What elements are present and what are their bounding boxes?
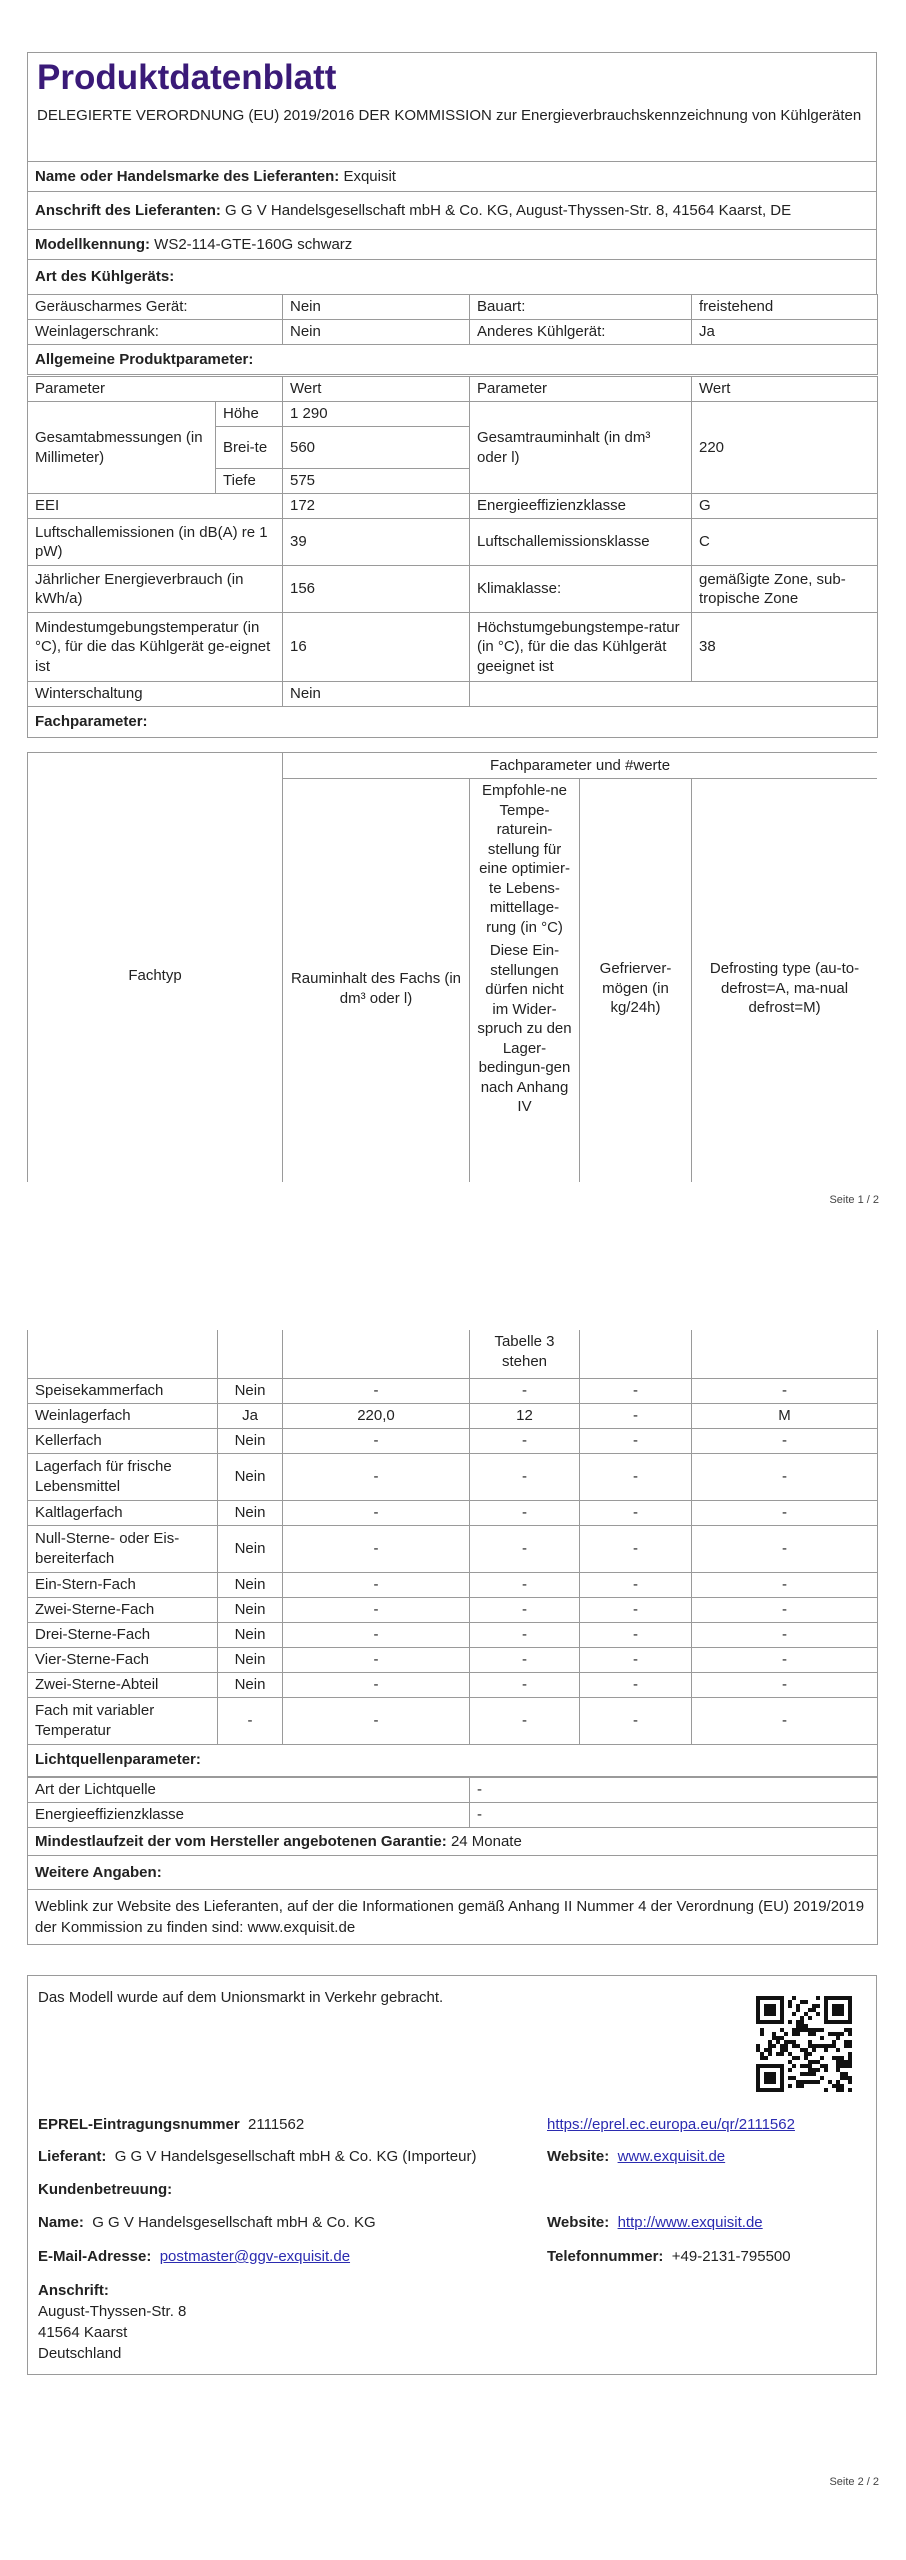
min-temp-label: Mindestumgebungstemperatur (in °C), für die das Kühlgerät ge-eignet ist — [28, 613, 283, 682]
table-row — [28, 1647, 878, 1672]
compartment-name: Zwei-Sterne-Abteil — [28, 1672, 218, 1697]
compartment-volume: - — [283, 1597, 470, 1622]
supplier-address-label: Anschrift des Lieferanten: — [35, 201, 221, 219]
low-noise-value: Nein — [283, 295, 470, 320]
climate-class-value: gemäßigte Zone, sub-tropische Zone — [692, 566, 878, 613]
compartment-temp: - — [470, 1697, 580, 1744]
compartment-temp: - — [470, 1622, 580, 1647]
compartment-name: Zwei-Sterne-Fach — [28, 1597, 218, 1622]
compartment-freeze: - — [580, 1597, 692, 1622]
service-website-label: Website: — [547, 2214, 610, 2231]
compartment-defrost: - — [692, 1500, 878, 1525]
depth-label: Tiefe — [216, 469, 283, 494]
table-row — [28, 1572, 878, 1597]
page-number-1: Seite 1 / 2 — [829, 1194, 879, 1206]
compartment-name: Vier-Sterne-Fach — [28, 1647, 218, 1672]
winter-label: Winterschaltung — [28, 682, 283, 707]
compartment-volume: - — [283, 1500, 470, 1525]
annual-energy-value: 156 — [283, 566, 470, 613]
compartment-temp: - — [470, 1525, 580, 1572]
winter-value: Nein — [283, 682, 470, 707]
compartment-defrost: - — [692, 1672, 878, 1697]
compartment-volume: - — [283, 1453, 470, 1500]
wine-cabinet-value: Nein — [283, 320, 470, 345]
info-box — [27, 1975, 877, 2375]
compartment-header-p1 — [27, 752, 877, 1182]
service-heading: Kundenbetreuung: — [38, 2181, 173, 2198]
model-value: WS2-114-GTE-160G schwarz — [154, 235, 353, 253]
compartment-temp: - — [470, 1572, 580, 1597]
compartment-defrost: M — [692, 1403, 878, 1428]
height-value: 1 290 — [283, 402, 470, 427]
annual-energy-label: Jährlicher Energieverbrauch (in kWh/a) — [28, 566, 283, 613]
compartment-temp: - — [470, 1647, 580, 1672]
energy-class-value: G — [692, 494, 878, 519]
volume-value: 220 — [692, 402, 878, 494]
compartment-volume: - — [283, 1622, 470, 1647]
eprel-link[interactable]: https://eprel.ec.europa.eu/qr/2111562 — [547, 2116, 795, 2133]
light-table — [27, 1777, 877, 1945]
compartment-name: Kellerfach — [28, 1428, 218, 1453]
height-label: Höhe — [216, 402, 283, 427]
qr-code-icon — [756, 1996, 852, 2092]
compartment-present: Nein — [218, 1622, 283, 1647]
service-name-row — [38, 2214, 376, 2231]
service-website-link[interactable]: http://www.exquisit.de — [617, 2214, 763, 2231]
compartment-temp: - — [470, 1672, 580, 1697]
climate-class-label: Klimaklasse: — [470, 566, 692, 613]
col-header-type: Fachtyp — [28, 753, 283, 1183]
eprel-value: 2111562 — [248, 2116, 305, 2133]
compartment-freeze: - — [580, 1378, 692, 1403]
width-value: 560 — [283, 427, 470, 469]
compartment-name: Lagerfach für frische Lebensmittel — [28, 1453, 218, 1500]
service-name-label: Name: — [38, 2214, 84, 2231]
supplier-row — [38, 2148, 476, 2165]
dimensions-label: Gesamtabmessungen (in Millimeter) — [28, 402, 216, 494]
compartment-present: Nein — [218, 1672, 283, 1697]
compartment-temp: - — [470, 1500, 580, 1525]
compartment-volume: - — [283, 1525, 470, 1572]
compartment-present: Nein — [218, 1428, 283, 1453]
compartment-defrost: - — [692, 1572, 878, 1597]
compartment-name: Fach mit variabler Temperatur — [28, 1697, 218, 1744]
compartment-freeze: - — [580, 1500, 692, 1525]
empty-cell — [28, 1330, 218, 1378]
compartment-present: Ja — [218, 1403, 283, 1428]
compartment-volume: - — [283, 1378, 470, 1403]
service-website-row — [547, 2214, 763, 2231]
email-label: E-Mail-Adresse: — [38, 2248, 152, 2265]
compartment-defrost: - — [692, 1697, 878, 1744]
volume-label: Gesamtrauminhalt (in dm³ oder l) — [470, 402, 692, 494]
compartment-volume: - — [283, 1428, 470, 1453]
compartment-table — [27, 1330, 877, 1777]
general-params-table — [27, 376, 877, 738]
supplier-name-value: Exquisit — [343, 167, 396, 185]
further-text: Weblink zur Website des Lieferanten, auf der die Informationen gemäß Anhang II Nummer 4 der Verordnung (EU) 2019/2019 der Kommission zu finden sind: — [35, 1898, 865, 1936]
max-temp-label: Höchstumgebungstempe-ratur (in °C), für die das Kühlgerät geeignet ist — [470, 613, 692, 682]
light-type-value: - — [470, 1778, 878, 1803]
compartment-heading: Fachparameter: — [28, 707, 878, 738]
email-link[interactable]: postmaster@ggv-exquisit.de — [159, 2248, 351, 2265]
compartment-volume: - — [283, 1697, 470, 1744]
light-class-label: Energieeffizienzklasse — [28, 1803, 470, 1828]
empty-cell — [580, 1330, 692, 1378]
noise-value: 39 — [283, 519, 470, 566]
supplier-name-label: Name oder Handelsmarke des Lieferanten: — [35, 167, 340, 185]
compartment-present: Nein — [218, 1597, 283, 1622]
website-link[interactable]: www.exquisit.de — [617, 2148, 726, 2165]
lieferant-label: Lieferant: — [38, 2148, 107, 2165]
wine-cabinet-label: Weinlagerschrank: — [28, 320, 283, 345]
warranty-label: Mindestlaufzeit der vom Hersteller angebotenen Garantie: — [35, 1832, 447, 1850]
compartment-name: Weinlagerfach — [28, 1403, 218, 1428]
compartment-defrost: - — [692, 1597, 878, 1622]
compartment-defrost: - — [692, 1525, 878, 1572]
min-temp-value: 16 — [283, 613, 470, 682]
address-line-2: 41564 Kaarst — [38, 2324, 128, 2341]
compartment-freeze: - — [580, 1572, 692, 1597]
type-heading: Art des Kühlgeräts: — [28, 260, 877, 295]
compartment-temp: - — [470, 1597, 580, 1622]
further-link[interactable]: www.exquisit.de — [247, 1919, 356, 1936]
compartment-volume: - — [283, 1647, 470, 1672]
compartment-freeze: - — [580, 1647, 692, 1672]
compartment-volume: - — [283, 1672, 470, 1697]
eei-value: 172 — [283, 494, 470, 519]
noise-class-value: C — [692, 519, 878, 566]
market-text: Das Modell wurde auf dem Unionsmarkt in Verkehr gebracht. — [38, 1989, 444, 2006]
table-row — [28, 1597, 878, 1622]
compartment-name: Ein-Stern-Fach — [28, 1572, 218, 1597]
other-appliance-label: Anderes Kühlgerät: — [470, 320, 692, 345]
compartment-defrost: - — [692, 1622, 878, 1647]
compartment-present: Nein — [218, 1453, 283, 1500]
design-value: freistehend — [692, 295, 878, 320]
col-header-temp-text: Empfohle-ne Tempe-raturein-stellung für eine optimier-te Lebens-mittellage-rung (in °C) — [479, 782, 570, 936]
other-appliance-value: Ja — [692, 320, 878, 345]
lieferant-value: G G V Handelsgesellschaft mbH & Co. KG (Importeur) — [114, 2148, 477, 2165]
col-header-value-2: Wert — [692, 377, 878, 402]
address-line-3: Deutschland — [38, 2345, 122, 2362]
energy-class-label: Energieeffizienzklasse — [470, 494, 692, 519]
phone-label: Telefonnummer: — [547, 2248, 664, 2265]
compartment-defrost: - — [692, 1647, 878, 1672]
light-class-value: - — [470, 1803, 878, 1828]
supplier-block — [27, 161, 877, 295]
compartment-freeze: - — [580, 1403, 692, 1428]
col-header-freeze: Gefrierver-mögen (in kg/24h) — [580, 779, 692, 1183]
compartment-freeze: - — [580, 1525, 692, 1572]
general-heading: Allgemeine Produktparameter: — [28, 345, 878, 375]
table-row — [28, 1525, 878, 1572]
eei-label: EEI — [28, 494, 283, 519]
compartment-defrost: - — [692, 1428, 878, 1453]
website-label: Website: — [547, 2148, 610, 2165]
empty-cell — [692, 1330, 878, 1378]
compartment-present: Nein — [218, 1500, 283, 1525]
table-row — [28, 1428, 878, 1453]
compartment-present: - — [218, 1697, 283, 1744]
eprel-label: EPREL-Eintragungsnummer — [38, 2116, 240, 2133]
col-header-defrost: Defrosting type (au-to-defrost=A, ma-nual defrost=M) — [692, 779, 878, 1183]
compartment-defrost: - — [692, 1453, 878, 1500]
model-label: Modellkennung: — [35, 235, 150, 253]
col-header-group: Fachparameter und #werte — [283, 753, 878, 779]
col-header-temp-note: Diese Ein-stellungen dürfen nicht im Wider-spruch zu den Lager-bedingun-gen nach Anhang IV — [477, 942, 572, 1115]
address-label: Anschrift: — [38, 2282, 109, 2299]
col-header-temp-cont: Tabelle 3 stehen — [470, 1330, 580, 1378]
compartment-temp: 12 — [470, 1403, 580, 1428]
page-number-2: Seite 2 / 2 — [829, 2476, 879, 2488]
service-name-value: G G V Handelsgesellschaft mbH & Co. KG — [92, 2214, 376, 2231]
compartment-present: Nein — [218, 1525, 283, 1572]
compartment-present: Nein — [218, 1572, 283, 1597]
page-title: Produktdatenblatt — [37, 58, 337, 97]
compartment-defrost: - — [692, 1378, 878, 1403]
table-row — [28, 1453, 878, 1500]
address-line-1: August-Thyssen-Str. 8 — [38, 2303, 187, 2320]
compartment-temp: - — [470, 1428, 580, 1453]
col-header-param-1: Parameter — [28, 377, 283, 402]
website-row — [547, 2148, 725, 2165]
warranty-value: 24 Monate — [450, 1832, 522, 1850]
phone-row — [547, 2248, 791, 2265]
regulation-text: DELEGIERTE VERORDNUNG (EU) 2019/2016 DER KOMMISSION zur Energieverbrauchskennzeichnung von Kühlgeräten — [37, 107, 862, 124]
compartment-temp: - — [470, 1453, 580, 1500]
col-header-volume: Rauminhalt des Fachs (in dm³ oder l) — [283, 779, 470, 1183]
max-temp-value: 38 — [692, 613, 878, 682]
compartment-volume: - — [283, 1572, 470, 1597]
compartment-freeze: - — [580, 1697, 692, 1744]
compartment-freeze: - — [580, 1428, 692, 1453]
compartment-present: Nein — [218, 1647, 283, 1672]
table-row — [28, 1672, 878, 1697]
table-row — [28, 1622, 878, 1647]
header-block — [27, 52, 877, 162]
width-label: Brei-te — [216, 427, 283, 469]
table-row — [28, 1403, 878, 1428]
empty-cell — [283, 1330, 470, 1378]
col-header-temp — [470, 779, 580, 1183]
table-row — [28, 1500, 878, 1525]
col-header-value-1: Wert — [283, 377, 470, 402]
phone-value: +49-2131-795500 — [671, 2248, 791, 2265]
compartment-name: Null-Sterne- oder Eis-bereiterfach — [28, 1525, 218, 1572]
design-label: Bauart: — [470, 295, 692, 320]
empty-cell — [218, 1330, 283, 1378]
compartment-present: Nein — [218, 1378, 283, 1403]
type-table — [27, 294, 877, 375]
depth-value: 575 — [283, 469, 470, 494]
further-heading: Weitere Angaben: — [28, 1856, 878, 1890]
compartment-temp: - — [470, 1378, 580, 1403]
empty-cell — [470, 682, 878, 707]
compartment-name: Kaltlagerfach — [28, 1500, 218, 1525]
table-row — [28, 1378, 878, 1403]
email-row — [38, 2248, 350, 2265]
compartment-name: Drei-Sterne-Fach — [28, 1622, 218, 1647]
light-type-label: Art der Lichtquelle — [28, 1778, 470, 1803]
compartment-freeze: - — [580, 1622, 692, 1647]
noise-class-label: Luftschallemissionsklasse — [470, 519, 692, 566]
low-noise-label: Geräuscharmes Gerät: — [28, 295, 283, 320]
compartment-freeze: - — [580, 1453, 692, 1500]
compartment-freeze: - — [580, 1672, 692, 1697]
supplier-address-value: G G V Handelsgesellschaft mbH & Co. KG, August-Thyssen-Str. 8, 41564 Kaarst, DE — [225, 201, 792, 219]
compartment-volume: 220,0 — [283, 1403, 470, 1428]
noise-label: Luftschallemissionen (in dB(A) re 1 pW) — [28, 519, 283, 566]
col-header-param-2: Parameter — [470, 377, 692, 402]
table-row — [28, 1697, 878, 1744]
eprel-row — [38, 2116, 304, 2133]
light-heading: Lichtquellenparameter: — [28, 1744, 878, 1776]
compartment-name: Speisekammerfach — [28, 1378, 218, 1403]
